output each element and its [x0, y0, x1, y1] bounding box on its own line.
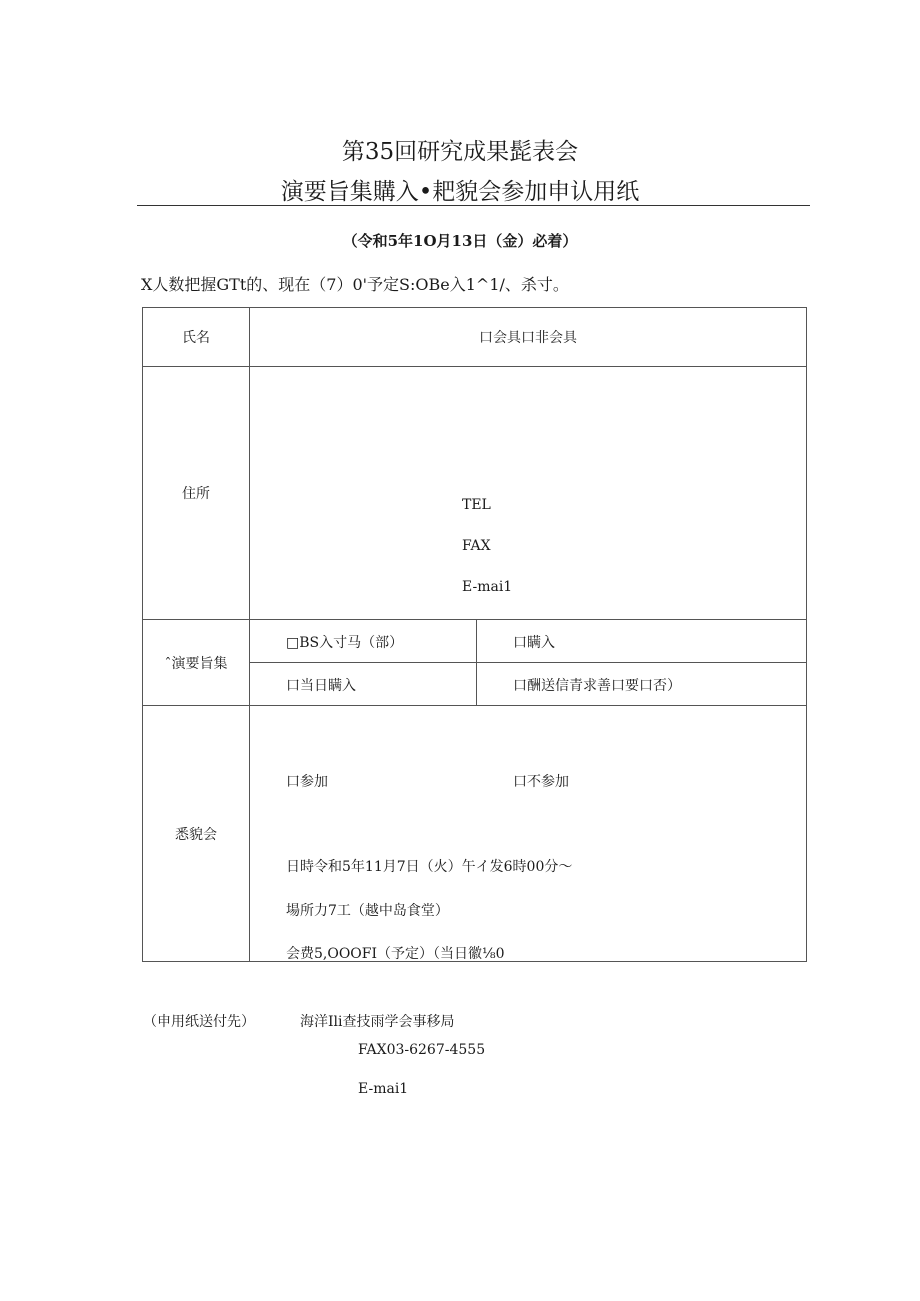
page-title-line1: 第35回研究成果髭表会 [341, 139, 579, 165]
abstracts-sameday-option[interactable]: 口当日瞒入 [286, 678, 356, 694]
abstracts-buy-cell[interactable] [477, 620, 807, 663]
title-divider [137, 205, 810, 206]
email-label: E-mai1 [462, 579, 513, 595]
party-attend-option[interactable]: 口参加 [286, 774, 328, 790]
sender-org: 海洋Ili查技雨学会事移局 [300, 1014, 455, 1030]
fax-label: FAX [462, 538, 491, 554]
intro-text: X人数把握GTt的、现在（7）0'予定S:OBe入1^1/、杀寸。 [141, 275, 569, 294]
party-row [143, 706, 807, 962]
abstracts-buy-option[interactable]: 口瞒入 [513, 635, 555, 651]
address-label: 住所 [143, 367, 250, 620]
application-form-table [142, 307, 807, 962]
deadline-text: （令和5年1O月13日（金）必着） [342, 232, 578, 250]
abstracts-prebuy-cell[interactable] [250, 620, 477, 663]
address-field[interactable] [250, 367, 807, 620]
member-type-options[interactable]: 口会具口非会具 [250, 308, 807, 367]
party-datetime: 日時令和5年11月7日（火）午イ发6時00分〜 [286, 859, 573, 875]
abstracts-invoice-cell[interactable] [477, 663, 807, 706]
tel-label: TEL [462, 497, 491, 513]
party-details [250, 706, 807, 962]
sender-email: E-mai1 [358, 1081, 409, 1097]
abstracts-sameday-cell[interactable] [250, 663, 477, 706]
abstracts-label: ˆ演要旨集 [143, 620, 250, 706]
party-label: 悉貌会 [143, 706, 250, 962]
party-place: 場所力7工（越中岛食堂） [286, 903, 449, 919]
page-title-line2: 演要旨集購入•耙貌会参加申认用纸 [280, 179, 640, 205]
abstracts-invoice-option[interactable]: 口酬送信青求善口要口否） [513, 678, 681, 694]
name-row [143, 308, 807, 367]
abstracts-row-1 [143, 620, 807, 663]
party-fee: 会费5,OOOFI（予定）（当日徽⅛0 [286, 946, 505, 962]
sender-label: （申用纸送付先） [143, 1014, 255, 1030]
name-label: 氏名 [143, 308, 250, 367]
address-row [143, 367, 807, 620]
abstracts-prebuy-option[interactable]: □BS入寸马（部） [286, 635, 404, 651]
sender-fax: FAX03-6267-4555 [358, 1042, 486, 1058]
party-decline-option[interactable]: 口不参加 [513, 774, 569, 790]
